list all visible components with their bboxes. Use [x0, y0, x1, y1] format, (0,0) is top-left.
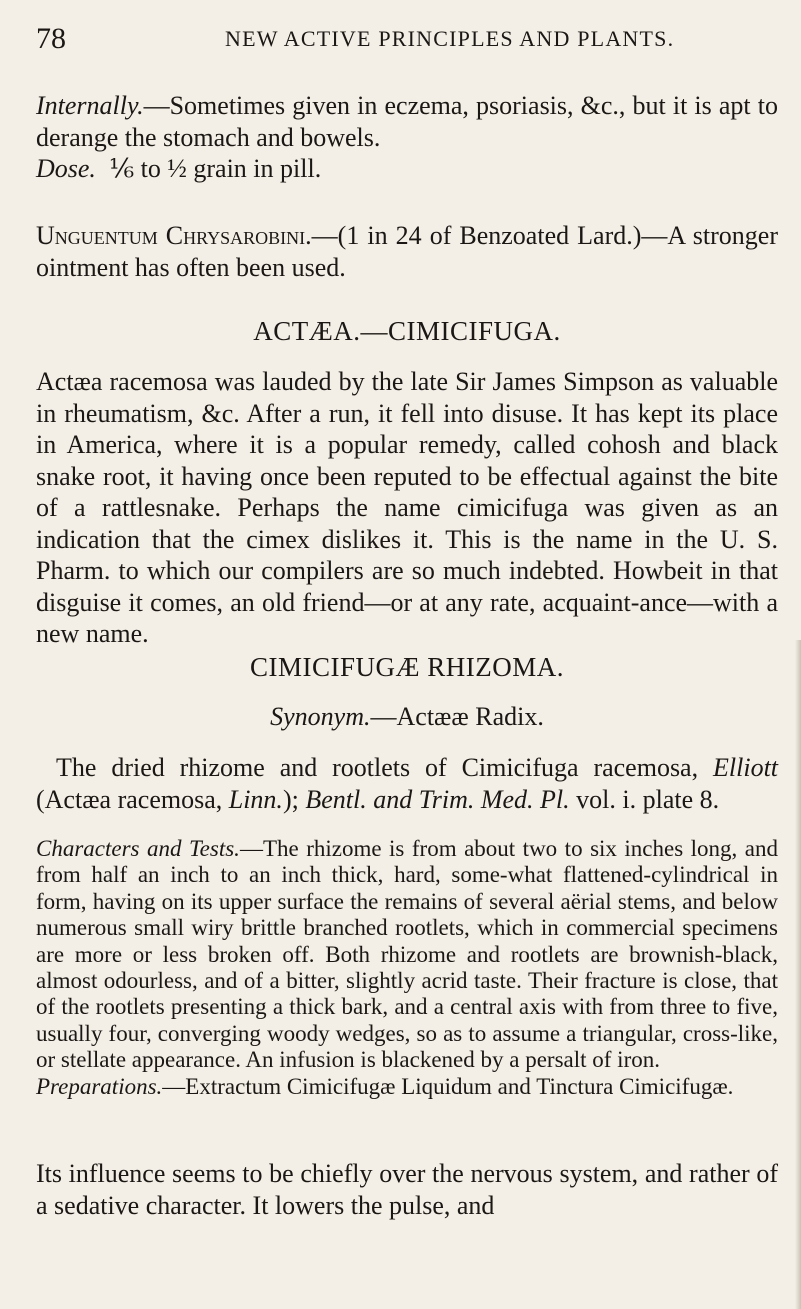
- desc-paren: (Actæa racemosa,: [36, 784, 223, 814]
- unguentum-paragraph: [36, 220, 778, 283]
- dose-label: Dose.: [36, 154, 96, 183]
- preparations-text: —Extractum Cimicifugæ Liquidum and Tinctura Cimicifugæ.: [162, 1073, 734, 1099]
- characters-label: Characters and Tests.: [36, 836, 240, 861]
- synonym-line: [36, 703, 778, 731]
- internally-block: [36, 90, 778, 185]
- dose-rest: grain in pill.: [193, 154, 322, 183]
- synonym-text: —Actææ Radix.: [370, 702, 544, 731]
- characters-text: —The rhizome is from about two to six inches long, and from half an inch to an inch thick, hard, some-what flattened-cylindrical in form, having on its upper surface the remains of several aërial stems, and below numerous small wiry brittle branched rootlets, which in commercial specimens are more or less broken off. Both rhizome and rootlets are brownish-black, almost odourless, and of a bitter, slightly acrid taste. Their fracture is close, that of the rootlets presenting a thick bark, and a central axis with from three to five, usually four, converging woody wedges, so as to assume a triangular, cross-like, or stellate appearance. An infusion is blackened by a persalt of iron.: [36, 836, 778, 1073]
- dose-line: [36, 153, 778, 185]
- dose-to: ½: [167, 154, 187, 183]
- actaea-section: [36, 316, 778, 347]
- actaea-text-block: [36, 366, 778, 650]
- rhizoma-section: [36, 652, 778, 731]
- desc-bentl: Bentl. and Trim. Med. Pl.: [305, 784, 570, 814]
- characters-paragraph: [36, 836, 778, 1074]
- desc-linn: Linn.: [228, 784, 283, 814]
- influence-block: [36, 1158, 778, 1221]
- unguentum-text: —(1 in 24 of Benzoated Lard.)—A stronger ointment has often been used.: [36, 221, 778, 282]
- influence-paragraph: Its influence seems to be chiefly over the nervous system, and rather of a sedative character. It lowers the pulse, and: [36, 1159, 778, 1220]
- desc-main: The dried rhizome and rootlets of Cimicifuga racemosa,: [56, 753, 699, 782]
- description-block: [36, 752, 778, 815]
- actaea-heading: ACTÆA.—CIMICIFUGA.: [253, 316, 561, 346]
- preparations-label: Preparations.: [36, 1073, 163, 1099]
- rhizoma-heading: CIMICIFUGÆ RHIZOMA.: [249, 652, 564, 682]
- unguentum-block: [36, 220, 778, 283]
- running-title: NEW ACTIVE PRINCIPLES AND PLANTS.: [225, 26, 675, 51]
- page-header: [0, 18, 801, 58]
- unguentum-name: Unguentum Chrysarobini.: [36, 221, 312, 250]
- preparations-paragraph: [36, 1074, 778, 1100]
- internally-paragraph: [36, 90, 778, 153]
- dose-to-word: to: [140, 154, 161, 183]
- characters-block: [36, 836, 778, 1100]
- internally-label: Internally.: [36, 91, 144, 120]
- page-edge-shadow: [795, 640, 801, 1309]
- dose-from: ⅙: [108, 154, 135, 183]
- synonym-label: Synonym.: [270, 702, 371, 731]
- page-number: 78: [36, 22, 66, 55]
- actaea-paragraph: Actæa racemosa was lauded by the late Sir James Simpson as valuable in rheumatism, &c. After a run, it fell into disuse. It has kept its place in America, where it is a popular remedy, called cohosh and black snake root, it having once been reputed to be effectual against the bite of a rattlesnake. Perhaps the name cimicifuga was given as an indication that the cimex dislikes it. This is the name in the U. S. Pharm. to which our compilers are so much indebted. Howbeit in that disguise it comes, an old friend—or at any rate, acquaint-ance—with a new name.: [36, 367, 778, 648]
- desc-elliott: Elliott: [713, 753, 779, 782]
- desc-after: );: [282, 784, 299, 814]
- description-paragraph: [36, 752, 778, 815]
- desc-tail: vol. i. plate 8.: [576, 784, 720, 814]
- internally-text: —Sometimes given in eczema, psoriasis, &c., but it is apt to derange the stomach and bowels.: [36, 91, 778, 152]
